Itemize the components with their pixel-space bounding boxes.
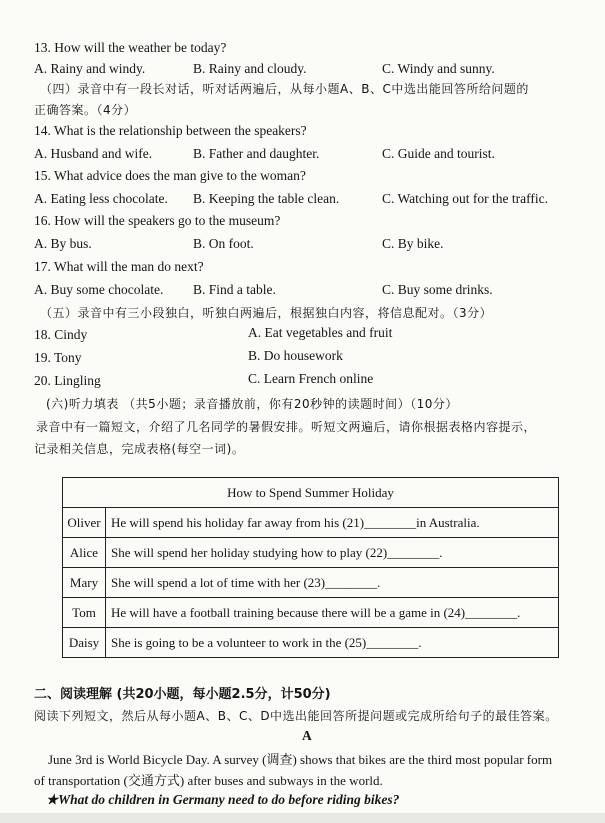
section4-instruction: （四）录音中有一段长对话，听对话两遍后，从每小题A、B、C中选出能回答所给问题的: [40, 82, 529, 96]
section6-heading: (六)听力填表 （共5小题；录音播放前，你有20秒钟的读题时间）（10分）: [46, 397, 458, 411]
q17-option-a: A. Buy some chocolate.: [34, 282, 164, 297]
match-option-a: A. Eat vegetables and fruit: [248, 325, 393, 340]
question-16: 16. How will the speakers go to the museum?: [34, 213, 281, 228]
match-option-b: B. Do housework: [248, 348, 343, 363]
question-17: 17. What will the man do next?: [34, 259, 204, 274]
q13-option-c: C. Windy and sunny.: [382, 61, 495, 76]
page-bottom-edge: [0, 813, 605, 823]
q17-option-b: B. Find a table.: [193, 282, 276, 297]
reading-instruction: 阅读下列短文，然后从每小题A、B、C、D中选出能回答所提问题或完成所给句子的最佳答案。: [34, 709, 558, 723]
table-row: [63, 538, 559, 568]
reading-heading: 二、阅读理解 (共20小题，每小题2.5分，计50分): [34, 687, 331, 702]
q14-option-b: B. Father and daughter.: [193, 146, 320, 161]
match-name-cindy: 18. Cindy: [34, 327, 88, 342]
summer-holiday-table: [62, 477, 559, 658]
passage-paragraph-2: of transportation (交通方式) after buses and subways in the world.: [34, 773, 383, 788]
q16-option-a: A. By bus.: [34, 236, 92, 251]
table-name-cell: Alice: [63, 538, 106, 568]
match-name-tony: 19. Tony: [34, 350, 82, 365]
table-row: [63, 628, 559, 658]
table-name-cell: Tom: [63, 598, 106, 628]
table-text-cell: He will spend his holiday far away from his (21)________in Australia.: [106, 508, 559, 538]
table-text-cell: He will have a football training because there will be a game in (24)________.: [106, 598, 559, 628]
q15-option-b: B. Keeping the table clean.: [193, 191, 340, 206]
table-name-cell: Oliver: [63, 508, 106, 538]
q15-option-c: C. Watching out for the traffic.: [382, 191, 548, 206]
table-text-cell: She will spend her holiday studying how to play (22)________.: [106, 538, 559, 568]
question-15: 15. What advice does the man give to the woman?: [34, 168, 306, 183]
table-text-cell: She is going to be a volunteer to work in the (25)________.: [106, 628, 559, 658]
q14-option-a: A. Husband and wife.: [34, 146, 153, 161]
table-title-row: [63, 478, 559, 508]
table-row: [63, 568, 559, 598]
q16-option-b: B. On foot.: [193, 236, 254, 251]
table-name-cell: Mary: [63, 568, 106, 598]
match-name-lingling: 20. Lingling: [34, 373, 101, 388]
table-row: [63, 508, 559, 538]
section4-instruction-cont: 正确答案。（4分）: [34, 103, 137, 117]
match-option-c: C. Learn French online: [248, 371, 374, 386]
q16-option-c: C. By bike.: [382, 236, 444, 251]
section5-instruction: （五）录音中有三小段独白，听独白两遍后，根据独白内容，将信息配对。（3分）: [40, 306, 493, 320]
passage-label: A: [302, 728, 312, 743]
section6-instruction-cont: 记录相关信息，完成表格(每空一词)。: [34, 442, 245, 456]
table-title: How to Spend Summer Holiday: [63, 478, 559, 508]
q13-option-b: B. Rainy and cloudy.: [193, 61, 307, 76]
q17-option-c: C. Buy some drinks.: [382, 282, 493, 297]
passage-subheading: ★What do children in Germany need to do before riding bikes?: [46, 792, 400, 807]
q14-option-c: C. Guide and tourist.: [382, 146, 495, 161]
question-13: 13. How will the weather be today?: [34, 40, 227, 55]
q13-option-a: A. Rainy and windy.: [34, 61, 146, 76]
table-name-cell: Daisy: [63, 628, 106, 658]
table-row: [63, 598, 559, 628]
question-14: 14. What is the relationship between the speakers?: [34, 123, 307, 138]
table-text-cell: She will spend a lot of time with her (23)________.: [106, 568, 559, 598]
passage-paragraph-1: June 3rd is World Bicycle Day. A survey (调查) shows that bikes are the third most popular form: [48, 752, 553, 767]
section6-instruction: 录音中有一篇短文，介绍了几名同学的暑假安排。听短文两遍后，请你根据表格内容提示，: [36, 420, 537, 434]
q15-option-a: A. Eating less chocolate.: [34, 191, 168, 206]
